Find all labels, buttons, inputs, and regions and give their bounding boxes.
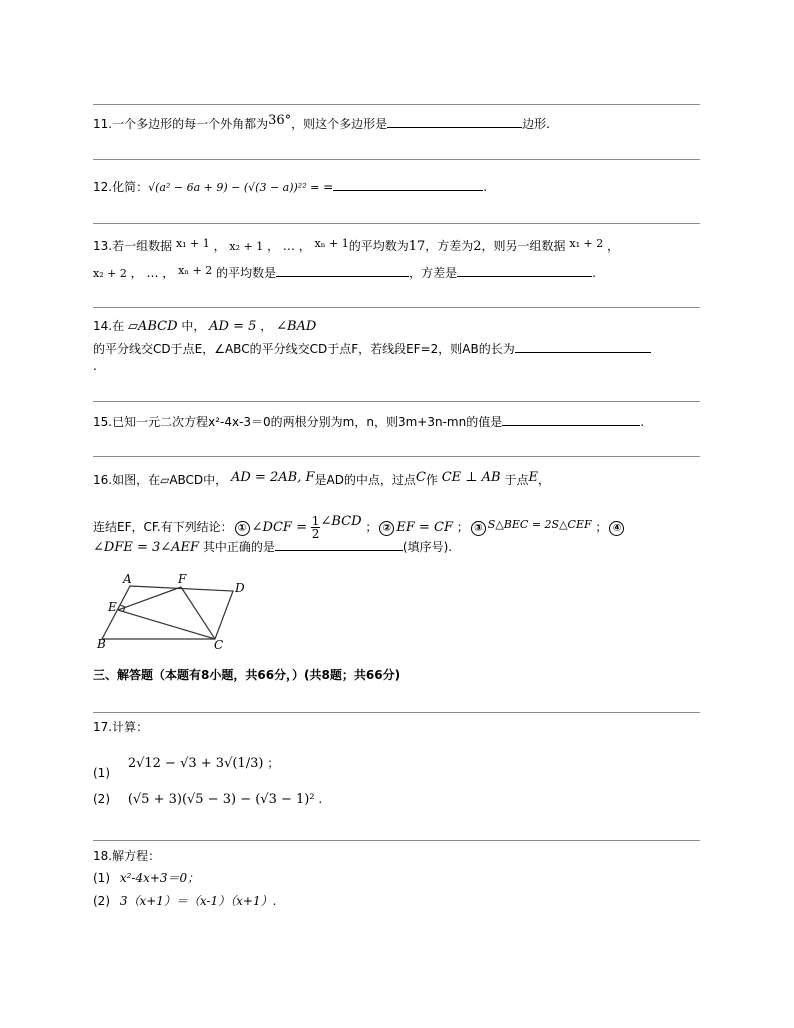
question-text: 中，	[181, 319, 206, 333]
question-text: 其中正确的是	[202, 540, 275, 554]
data-item: x₂ + 1	[229, 240, 264, 253]
math-expression: EF = CF	[396, 520, 453, 535]
question-text: 是AD的中点，过点	[314, 473, 416, 487]
question-text: (填序号).	[402, 540, 453, 554]
option-marker: ④	[609, 521, 624, 536]
fraction-denominator: 2	[311, 527, 320, 541]
data-item: x₁ + 1	[175, 237, 210, 250]
data-item: xₙ + 2	[178, 264, 213, 277]
option-marker: ②	[379, 521, 394, 536]
data-item: x₁ + 2	[569, 237, 604, 250]
angle-value: 36°	[268, 113, 292, 128]
question-text: 边形.	[522, 117, 550, 131]
fraction-numerator: 1	[311, 514, 320, 528]
question-number: 13.	[93, 239, 113, 253]
part-number: (1)	[93, 871, 110, 885]
question-number: 18.	[93, 849, 113, 863]
question-18-part2	[93, 893, 276, 909]
math-variable: C	[415, 470, 426, 485]
answer-blank[interactable]	[515, 340, 651, 353]
math-expression: AD = 5	[209, 319, 257, 334]
data-item: x₂ + 2	[93, 267, 127, 280]
label-b: B	[97, 637, 106, 651]
question-12	[93, 178, 487, 196]
question-text: 的平分线交CD于点E，∠ABC的平分线交CD于点F，若线段EF=2，则AB的长为	[93, 342, 515, 356]
divider	[93, 104, 700, 105]
question-text: ，则另一组数据	[481, 239, 566, 253]
question-16-line3	[93, 538, 452, 556]
label-d: D	[235, 581, 245, 595]
question-18-part1	[93, 870, 199, 886]
question-number: 14.	[93, 319, 113, 333]
question-13-line2: x₂ + 2 ， … ， xₙ + 2 的平均数是 ，方差是 .	[93, 264, 596, 280]
question-number: 17.	[93, 720, 113, 734]
question-14-line3	[93, 358, 97, 374]
question-17	[93, 719, 148, 735]
math-expression: ∠BCD	[320, 514, 362, 529]
math-expression: ∠BAD	[276, 319, 317, 334]
equation: 3（x+1）＝（x-1）（x+1）.	[119, 894, 277, 908]
question-13: 13.若一组数据 x₁ + 1 ， x₂ + 1 ， … ， xₙ + 1的平均数为17，方差为2，则另一组数据 x₁ + 2 ，	[93, 237, 620, 254]
question-label: 计算：	[112, 720, 149, 734]
question-text: ，方差是	[409, 266, 458, 280]
parallelogram-abcd	[102, 586, 233, 639]
divider	[93, 401, 700, 402]
divider	[93, 307, 700, 308]
segment-fc	[181, 587, 215, 639]
ellipsis: …	[282, 239, 295, 253]
math-expression: √(a² − 6a + 9) − (√(3 − a))²² =	[148, 181, 320, 194]
divider	[93, 223, 700, 224]
label-a: A	[123, 572, 132, 586]
question-text: ，则这个多边形是	[291, 117, 388, 131]
question-14-line2	[93, 340, 651, 357]
parallelogram-figure	[93, 572, 263, 652]
question-text: 的平均数是	[216, 266, 277, 280]
math-variable: E	[528, 470, 538, 485]
question-label: 解方程：	[112, 849, 161, 863]
answer-blank[interactable]	[275, 538, 403, 551]
question-text: ，方差为	[425, 239, 474, 253]
question-11	[93, 113, 550, 132]
question-number: 15.	[93, 415, 113, 429]
label-c: C	[214, 638, 224, 652]
equals-sign: =	[323, 180, 334, 194]
answer-blank[interactable]	[457, 264, 592, 277]
variance-value: 2	[473, 239, 482, 254]
shape-name: ▱ABCD	[127, 319, 178, 334]
math-expression: 2√12 − √3 + 3√(1/3)	[127, 756, 264, 771]
question-text: 于点	[504, 473, 529, 487]
answer-blank[interactable]	[502, 413, 640, 426]
question-17-part2	[93, 791, 322, 808]
question-16	[93, 470, 550, 488]
segment-ec	[118, 610, 215, 639]
answer-blank[interactable]	[387, 115, 522, 128]
question-17-part1	[93, 748, 279, 788]
question-18	[93, 848, 160, 864]
math-expression: CE ⊥ AB	[441, 470, 501, 485]
ellipsis: …	[146, 266, 159, 280]
divider	[93, 840, 700, 841]
math-expression: (√5 + 3)(√5 − 3) − (√3 − 1)²	[127, 792, 315, 807]
question-text: 作	[425, 473, 438, 487]
section-title: 三、解答题（本题有8小题，共66分，）(共8题；共66分)	[93, 668, 401, 682]
punctuation: .	[592, 266, 596, 280]
math-expression: AD = 2AB, F	[231, 470, 315, 485]
question-text: 已知一元二次方程x²-4x-3＝0的两根分别为m，n，则3m+3n-mn的值是	[112, 415, 503, 429]
math-expression: ∠DCF =	[251, 520, 307, 535]
question-text: 连结EF，CF.有下列结论：	[93, 520, 233, 534]
label-f: F	[178, 572, 187, 586]
punctuation: .	[318, 792, 323, 806]
fraction	[311, 515, 321, 540]
punctuation: ，	[537, 473, 550, 487]
math-expression: ∠DFE = 3∠AEF	[93, 540, 200, 555]
part-number: (2)	[93, 792, 110, 806]
math-expression: S△BEC = 2S△CEF	[487, 518, 592, 531]
label-e: E	[108, 600, 117, 614]
divider	[93, 712, 700, 713]
question-number: 12.	[93, 180, 113, 194]
data-item: xₙ + 1	[314, 237, 349, 250]
divider	[93, 456, 700, 457]
question-label: 化简：	[112, 180, 149, 194]
question-text: 在	[112, 319, 125, 333]
question-15	[93, 413, 644, 430]
option-marker: ③	[471, 521, 486, 536]
question-number: 11.	[93, 117, 113, 131]
question-16-line2: 连结EF，CF.有下列结论： ① ∠DCF = $\frac{1}{2}$ ∠BCD ； ② EF = CF ； ③ S△BEC = 2S△CEF ； ④	[93, 500, 626, 550]
punctuation: .	[93, 359, 97, 373]
part-number: (1)	[93, 766, 110, 780]
punctuation: ；	[267, 756, 280, 770]
question-text: 一个多边形的每一个外角都为	[112, 117, 269, 131]
option-marker: ①	[235, 521, 250, 536]
answer-blank[interactable]	[276, 264, 409, 277]
question-14: 14.在 ▱ABCD 中， AD = 5 ， ∠BAD	[93, 319, 317, 334]
question-text: 的平均数为	[348, 239, 409, 253]
mean-value: 17	[408, 239, 426, 254]
question-number: 16.	[93, 473, 113, 487]
question-text: 如图，在▱ABCD中，	[112, 473, 228, 487]
punctuation: .	[640, 415, 645, 429]
punctuation: .	[483, 180, 488, 194]
answer-blank[interactable]	[333, 178, 483, 191]
part-number: (2)	[93, 894, 110, 908]
divider	[93, 159, 700, 160]
question-text: 若一组数据	[112, 239, 173, 253]
equation: x²-4x+3＝0；	[119, 871, 200, 885]
